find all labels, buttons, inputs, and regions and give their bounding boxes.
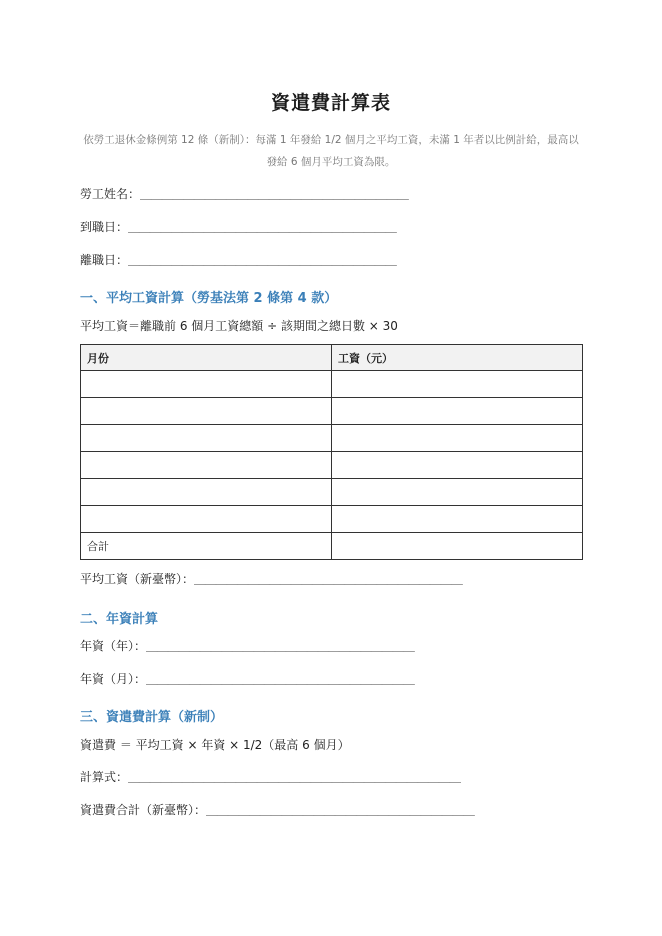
severance-total-blank[interactable]: ＿＿＿＿＿＿＿＿＿＿＿＿＿＿＿＿＿＿＿＿＿＿＿＿＿: [206, 803, 474, 817]
seniority-months-label: 年資（月）：: [80, 672, 147, 686]
end-date-label: 離職日：: [80, 253, 129, 267]
wage-table: [80, 344, 583, 560]
wage-cell[interactable]: [332, 371, 583, 398]
wage-cell[interactable]: [332, 452, 583, 479]
month-cell[interactable]: [81, 425, 332, 452]
column-header-month: 月份: [81, 345, 332, 371]
severance-total-label: 資遣費合計（新臺幣）：: [80, 803, 207, 817]
average-wage-label: 平均工資（新臺幣）：: [80, 572, 195, 586]
document-title: 資遣費計算表: [270, 92, 391, 114]
section-heading-average-wage: 一、平均工資計算（勞基法第 2 條第 4 款）: [80, 291, 338, 306]
calculation-blank[interactable]: ＿＿＿＿＿＿＿＿＿＿＿＿＿＿＿＿＿＿＿＿＿＿＿＿＿＿＿＿＿＿＿: [128, 770, 460, 784]
average-wage-blank[interactable]: ＿＿＿＿＿＿＿＿＿＿＿＿＿＿＿＿＿＿＿＿＿＿＿＿＿: [194, 572, 462, 586]
table-row: [81, 425, 583, 452]
intro-text: 依勞工退休金條例第 12 條（新制）：每滿 1 年發給 1/2 個月之平均工資，未滿 1 年者以比例計給，最高以發給 6 個月平均工資為限。: [83, 134, 579, 168]
table-total-row: [81, 533, 583, 560]
month-cell[interactable]: [81, 371, 332, 398]
wage-cell[interactable]: [332, 398, 583, 425]
end-date-blank[interactable]: ＿＿＿＿＿＿＿＿＿＿＿＿＿＿＿＿＿＿＿＿＿＿＿＿＿: [128, 253, 396, 267]
field-end-date: [80, 251, 396, 268]
average-wage-formula: 平均工資＝離職前 6 個月工資總額 ÷ 該期間之總日數 × 30: [80, 319, 398, 333]
column-header-wage: 工資（元）: [332, 345, 583, 371]
start-date-blank[interactable]: ＿＿＿＿＿＿＿＿＿＿＿＿＿＿＿＿＿＿＿＿＿＿＿＿＿: [128, 220, 396, 234]
field-start-date: [80, 218, 396, 235]
calculation-label: 計算式：: [80, 770, 129, 784]
section-heading-seniority: 二、年資計算: [80, 612, 159, 627]
wage-cell[interactable]: [332, 479, 583, 506]
wage-cell[interactable]: [332, 506, 583, 533]
table-row: [81, 398, 583, 425]
worker-name-blank[interactable]: ＿＿＿＿＿＿＿＿＿＿＿＿＿＿＿＿＿＿＿＿＿＿＿＿＿: [140, 187, 408, 201]
field-seniority-years: [80, 637, 414, 654]
section-heading-severance: 三、資遣費計算（新制）: [80, 710, 224, 725]
start-date-label: 到職日：: [80, 220, 129, 234]
field-severance-total: [80, 801, 474, 818]
table-row: [81, 452, 583, 479]
wage-cell[interactable]: [332, 425, 583, 452]
field-seniority-months: [80, 670, 414, 687]
wage-table-header-row: [81, 345, 583, 371]
table-row: [81, 479, 583, 506]
seniority-months-blank[interactable]: ＿＿＿＿＿＿＿＿＿＿＿＿＿＿＿＿＿＿＿＿＿＿＿＿＿: [146, 672, 414, 686]
month-cell[interactable]: [81, 398, 332, 425]
seniority-years-label: 年資（年）：: [80, 639, 147, 653]
table-row: [81, 506, 583, 533]
table-row: [81, 371, 583, 398]
month-cell[interactable]: [81, 479, 332, 506]
seniority-years-blank[interactable]: ＿＿＿＿＿＿＿＿＿＿＿＿＿＿＿＿＿＿＿＿＿＿＿＿＿: [146, 639, 414, 653]
severance-formula: 資遣費 ＝ 平均工資 × 年資 × 1/2（最高 6 個月）: [80, 738, 350, 752]
worker-name-label: 勞工姓名：: [80, 187, 141, 201]
month-cell[interactable]: [81, 452, 332, 479]
month-cell[interactable]: [81, 506, 332, 533]
total-value-cell[interactable]: [332, 533, 583, 560]
field-calculation: [80, 768, 460, 785]
field-worker-name: [80, 185, 408, 202]
total-label-cell: 合計: [81, 533, 332, 560]
field-average-wage: [80, 570, 462, 587]
